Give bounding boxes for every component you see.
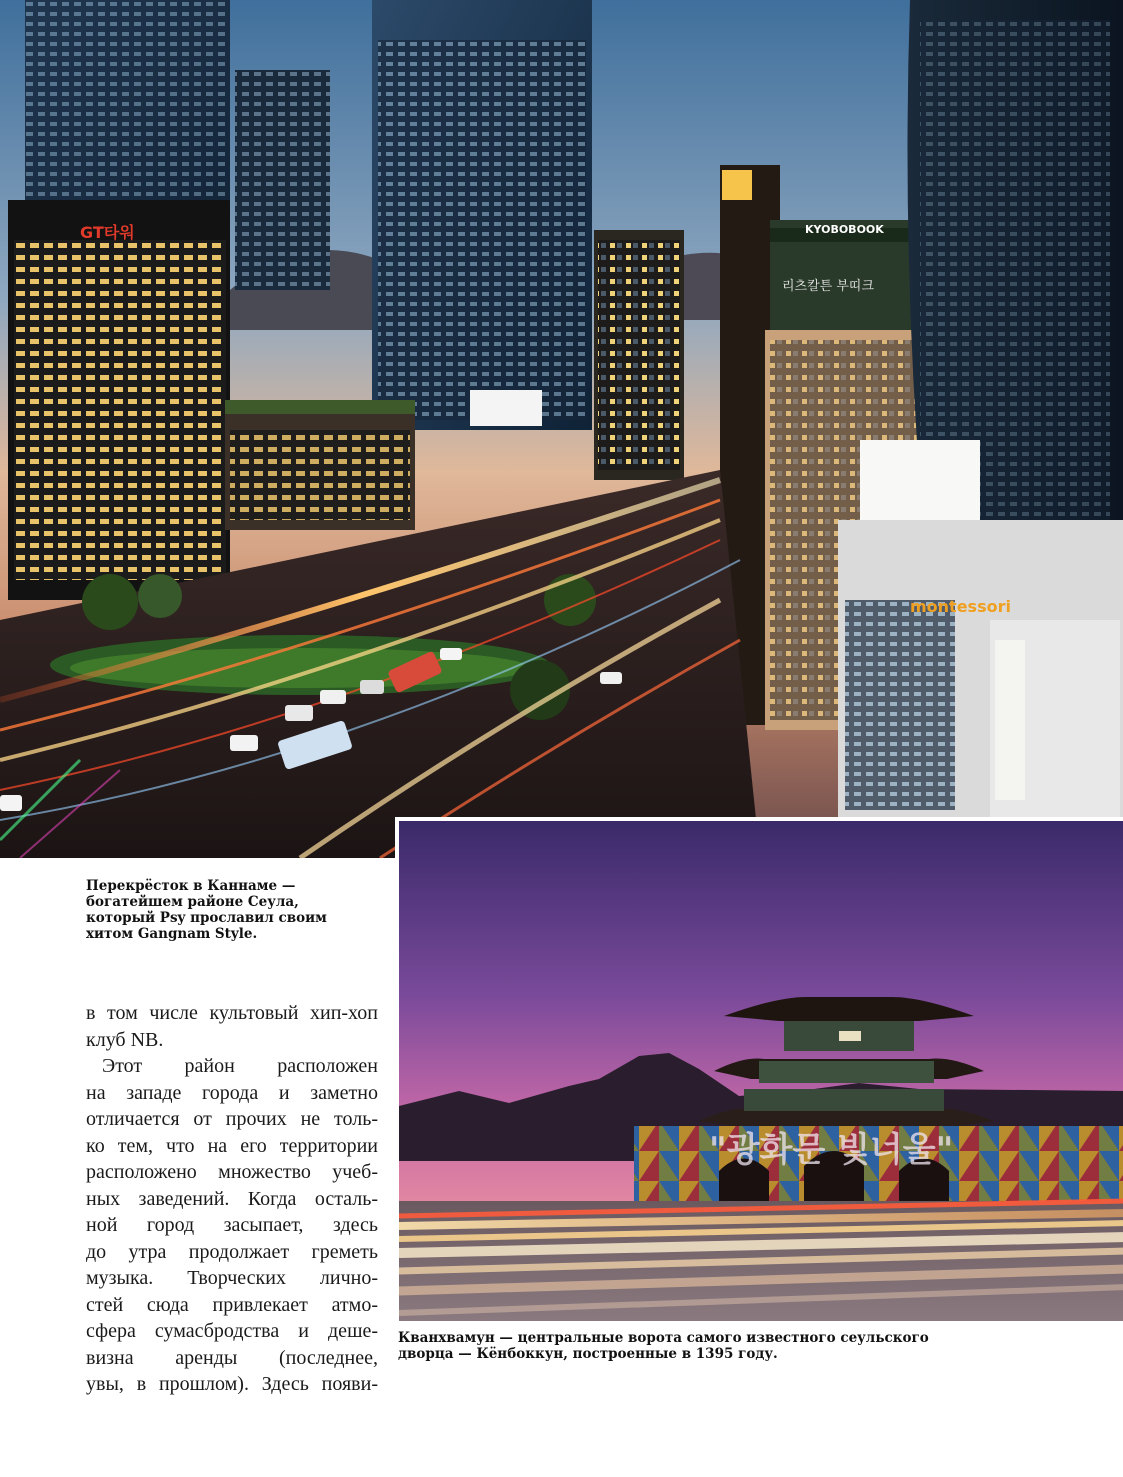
body-line: сфера сумасбродства и деше- [86, 1320, 378, 1342]
body-line: стей сюда привлекает атмо- [86, 1293, 378, 1316]
body-line: ной город засыпает, здесь [86, 1214, 378, 1236]
caption-gangnam: Перекрёсток в Каннаме — богатейшем районе Сеула, который Psy прославил своим хитом Gangnam Style. [86, 878, 327, 942]
gt-tower-sign: GT타워 [80, 223, 135, 242]
kyobo-sign: KYOBOBOOK [805, 223, 884, 236]
gate-banner-text: "광화문 빛너울" [709, 1130, 954, 1170]
body-line: в том числе культовый хип-хоп [86, 1002, 378, 1024]
gwanghwamun-gate-photo [395, 817, 1123, 1321]
bookstore-sign: 리츠칼튼 부띠크 [782, 279, 875, 294]
billboard-center [470, 390, 542, 426]
body-line: ко тем, что на его территории [86, 1134, 378, 1157]
body-line: расположено множество учеб- [86, 1161, 378, 1183]
caption-gwanghwamun: Кванхвамун — центральные ворота самого известного сеульского дворца — Кёнбоккун, построенные в 1395 году. [398, 1330, 929, 1362]
montessori-sign: montessori [910, 597, 1011, 616]
body-line: музыка. Творческих лично- [86, 1267, 378, 1289]
body-line: визна аренды (последнее, [86, 1346, 378, 1369]
article-body [86, 1000, 378, 1398]
body-line: ных заведений. Когда осталь- [86, 1187, 378, 1210]
gwanghwamun-photo-illustration [399, 821, 1123, 1321]
body-line: клуб NB. [86, 1028, 164, 1051]
body-line: на западе города и заметно [86, 1081, 378, 1104]
body-line: отличается от прочих не толь- [86, 1108, 378, 1130]
body-line: увы, в прошлом). Здесь появи- [86, 1373, 378, 1395]
body-line: Этот район расположен [102, 1055, 378, 1077]
body-line: до утра продолжает греметь [86, 1240, 378, 1263]
